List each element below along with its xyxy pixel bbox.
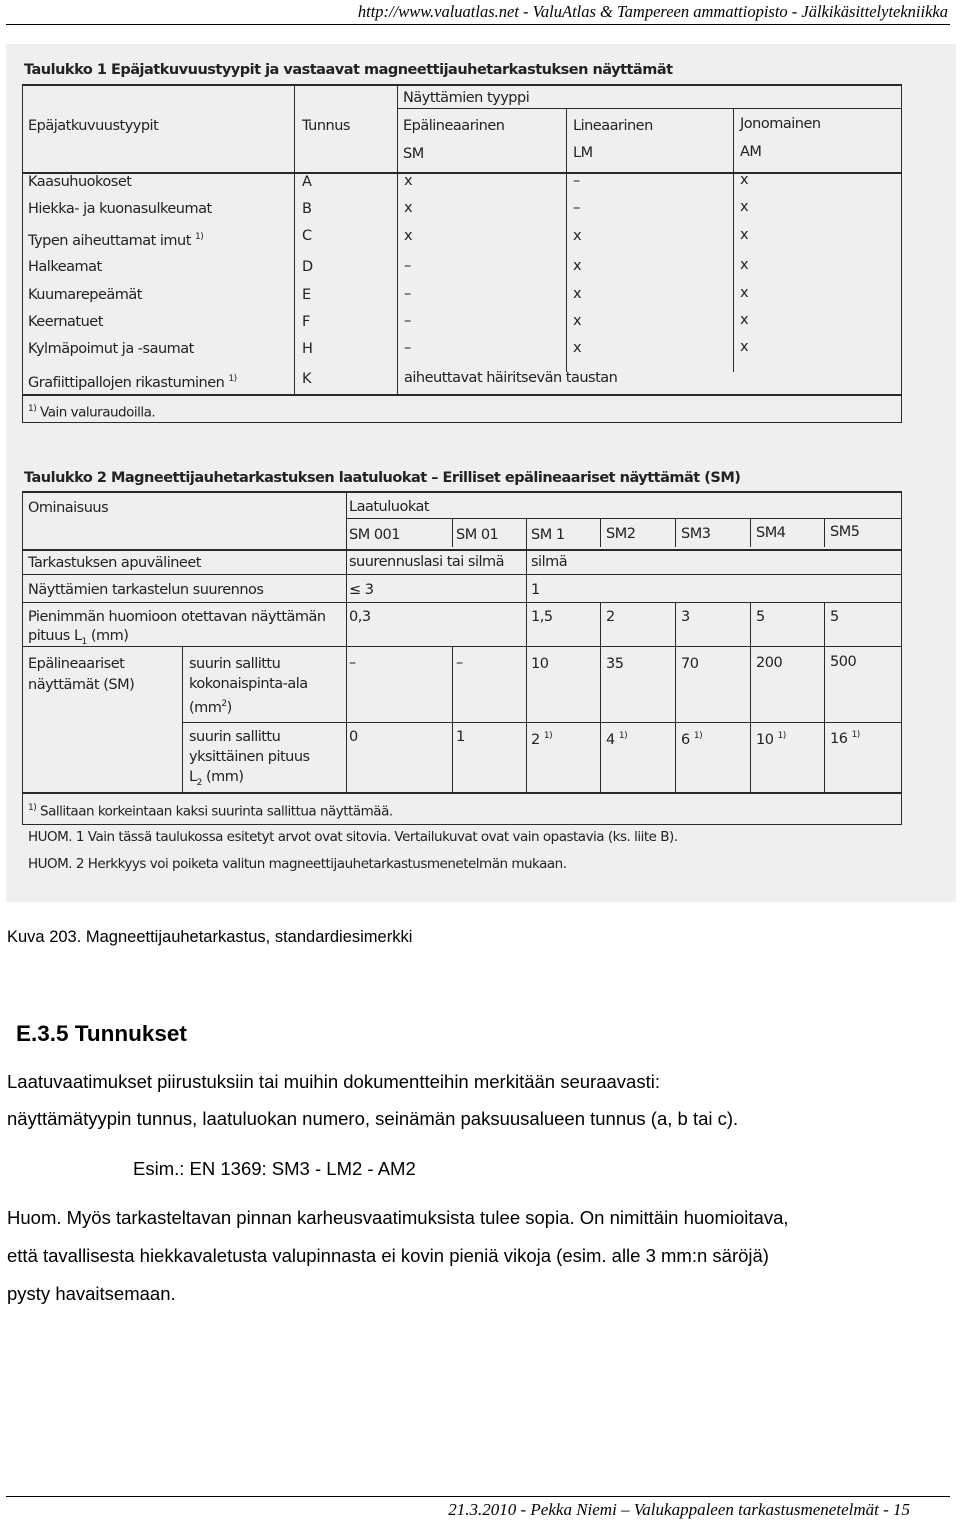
table1-last-row-text: aiheuttavat häiritsevän taustan <box>404 370 618 386</box>
header-rule <box>6 24 950 25</box>
table2-class: SM3 <box>681 526 711 542</box>
table2-rule <box>750 603 751 793</box>
table1-last-row-sup: 1) <box>228 374 237 384</box>
table1-row-lm: x <box>573 286 582 302</box>
table2-col-prop: Ominaisuus <box>28 500 109 516</box>
table2-single-value-text: 16 <box>830 730 848 747</box>
table1-row-label-text: Typen aiheuttamat imut <box>28 232 191 249</box>
table1-row-code: F <box>302 314 310 330</box>
table2-len-value: 1,5 <box>531 609 553 625</box>
table2-len-value: 5 <box>756 609 765 625</box>
table2-rule <box>22 602 902 603</box>
table2-single-value-text: 4 <box>606 731 615 748</box>
table1-abbr-am: AM <box>740 144 762 160</box>
table2-single-label-1: suurin sallittu <box>189 729 281 745</box>
table2-single-unit: (mm) <box>205 769 244 785</box>
table2-single-value <box>606 728 627 749</box>
scanned-tables-image <box>6 44 956 902</box>
table1-row-lm: – <box>573 200 580 216</box>
table2-single-value-text: 2 <box>531 731 540 748</box>
table1-row-am: x <box>740 257 749 273</box>
table1-rule <box>733 108 734 372</box>
table2-class: SM4 <box>756 525 786 541</box>
table2-len-value: 3 <box>681 609 690 625</box>
table2-rule <box>824 519 825 547</box>
table2-single-value-text: 6 <box>681 731 690 748</box>
table1-rule <box>22 84 902 86</box>
table1-row-sm: – <box>404 313 411 329</box>
figure-caption: Kuva 203. Magneettijauhetarkastus, standardiesimerkki <box>7 928 413 946</box>
table2-sm-label-2: näyttämät (SM) <box>28 677 135 693</box>
table2-rule <box>22 549 902 551</box>
table2-area-label-close: ) <box>226 699 232 716</box>
table2-single-sup: 1) <box>618 731 628 741</box>
table1-row-sm: – <box>404 286 411 302</box>
table1-row-label: Keernatuet <box>28 314 103 330</box>
table1-last-row-label <box>28 371 237 392</box>
table1-row-label <box>28 229 203 250</box>
table2-rule <box>750 519 751 547</box>
table1-group-header: Näyttämien tyyppi <box>403 90 530 106</box>
table2-rule <box>346 492 347 793</box>
table2-sm-label-1: Epälineaariset <box>28 656 125 672</box>
note-line: pysty havaitsemaan. <box>7 1283 176 1304</box>
table1-title: Taulukko 1 Epäjatkuvuustyypit ja vastaavat magneettijauhetarkastuksen näyttämät <box>24 62 673 78</box>
table2-aid-value: silmä <box>531 554 568 570</box>
table2-single-sub: 2 <box>196 777 202 788</box>
table2-single-value: 0 <box>349 729 358 745</box>
table2-rule <box>824 603 825 793</box>
table2-area-value: 35 <box>606 656 624 672</box>
table2-rule <box>452 647 453 793</box>
table2-class: SM 01 <box>456 527 499 543</box>
table2-rule <box>22 574 902 575</box>
table1-row-am: x <box>740 172 749 188</box>
table2-area-label-3 <box>189 696 232 717</box>
table1-row-am: x <box>740 199 749 215</box>
table2-single-value <box>681 728 702 749</box>
table1-last-row-code: K <box>302 371 312 387</box>
table1-row-label: Kaasuhuokoset <box>28 174 132 190</box>
table1-row-code: H <box>302 341 313 357</box>
table2-rule <box>346 518 902 519</box>
table1-rule <box>901 85 902 423</box>
table1-row-lm: x <box>573 258 582 274</box>
table2-note-1: HUOM. 1 Vain tässä taulukossa esitetyt arvot ovat sitovia. Vertailukuvat ovat vain opastavia (ks. liite B). <box>28 829 678 845</box>
table1-rule <box>398 108 902 109</box>
note-line: että tavallisesta hiekkavaletusta valupinnasta ei kovin pieniä vikoja (esim. alle 3 mm:n säröjä) <box>7 1245 769 1266</box>
table2-single-sup: 1) <box>693 731 703 741</box>
table2-single-value: 1 <box>456 729 465 745</box>
table2-area-label-1: suurin sallittu <box>189 656 281 672</box>
table2-len-value: 0,3 <box>349 609 371 625</box>
section-title: E.3.5 Tunnukset <box>16 1021 187 1046</box>
table1-row-code: B <box>302 201 312 217</box>
page-footer: 21.3.2010 - Pekka Niemi – Valukappaleen tarkastusmenetelmät - 15 <box>448 1500 910 1519</box>
table2-rule <box>22 792 902 794</box>
table2-note-2: HUOM. 2 Herkkyys voi poiketa valitun magneettijauhetarkastusmenetelmän mukaan. <box>28 856 567 872</box>
table2-single-sup: 1) <box>851 730 860 740</box>
table2-single-label-2: yksittäinen pituus <box>189 749 310 765</box>
table2-rule <box>182 722 902 723</box>
table1-abbr-sm: SM <box>403 146 424 162</box>
table1-row-code: D <box>302 259 313 275</box>
table1-row-sm: – <box>404 340 411 356</box>
table2-mag-value: 1 <box>531 582 540 598</box>
table1-footnote <box>28 401 155 422</box>
table1-col-sm: Epälineaarinen <box>403 118 505 134</box>
table1-row-label: Halkeamat <box>28 259 102 275</box>
table1-row-sm: – <box>404 258 411 274</box>
table2-rule <box>22 646 902 647</box>
table2-area-value: 70 <box>681 656 699 672</box>
table2-area-value: 200 <box>756 655 783 671</box>
table2-footnote <box>28 800 393 821</box>
table1-rule <box>566 108 567 372</box>
table1-rule <box>294 85 295 395</box>
table1-row-am: x <box>740 227 749 243</box>
table2-len-value: 5 <box>830 609 839 625</box>
table2-col-group: Laatuluokat <box>349 499 430 515</box>
table1-row-lm: x <box>573 313 582 329</box>
table2-rule <box>452 519 453 547</box>
table2-rule <box>675 519 676 547</box>
table1-col-am: Jonomainen <box>740 116 821 132</box>
table1-row-sm: x <box>404 228 413 244</box>
table2-footnote-mark: 1) <box>28 803 37 813</box>
table2-single-label-text: L <box>189 769 197 785</box>
table2-area-value: – <box>456 655 463 671</box>
table1-rule <box>22 422 902 423</box>
table2-len-label-2 <box>28 628 128 651</box>
table2-rule <box>901 492 902 824</box>
table1-row-code: A <box>302 174 312 190</box>
table1-row-am: x <box>740 339 749 355</box>
table2-single-sup: 1) <box>777 731 786 741</box>
table2-rule <box>526 519 527 793</box>
note-line: Huom. Myös tarkasteltavan pinnan karheusvaatimuksista tulee sopia. On nimittäin huomioitava, <box>7 1207 789 1228</box>
table1-row-sm: x <box>404 200 413 216</box>
table1-row-label: Hiekka- ja kuonasulkeumat <box>28 201 212 217</box>
table1-row-lm: x <box>573 340 582 356</box>
table2-rule <box>182 647 183 793</box>
table1-row-lm: – <box>573 173 580 189</box>
table1-row-am: x <box>740 312 749 328</box>
table2-class: SM5 <box>830 524 860 540</box>
table1-footnote-text: Vain valuraudoilla. <box>40 404 156 421</box>
table1-row-code: E <box>302 287 311 303</box>
table2-len-label-1: Pienimmän huomioon otettavan näyttämän <box>28 609 326 625</box>
table2-title: Taulukko 2 Magneettijauhetarkastuksen laatuluokat – Erilliset epälineaariset näyttämät (SM) <box>24 470 741 486</box>
table2-rule <box>600 519 601 547</box>
table2-area-label-text: (mm <box>189 699 222 716</box>
table2-rule <box>22 492 23 824</box>
table2-mag-value: ≤ 3 <box>349 582 374 598</box>
paragraph-line: Laatuvaatimukset piirustuksiin tai muihin dokumentteihin merkitään seuraavasti: <box>7 1071 660 1092</box>
table2-single-value <box>830 727 860 748</box>
table1-abbr-lm: LM <box>573 145 593 161</box>
example-line: Esim.: EN 1369: SM3 - LM2 - AM2 <box>133 1158 416 1179</box>
table1-row-code: C <box>302 228 312 244</box>
table2-mag-label: Näyttämien tarkastelun suurennos <box>28 582 264 598</box>
table2-class: SM 1 <box>531 527 565 543</box>
table2-single-value-text: 10 <box>756 731 774 748</box>
table2-len-sub: 1 <box>81 636 87 647</box>
table2-rule <box>675 603 676 793</box>
table2-area-value: – <box>349 655 356 671</box>
table2-aid-value: suurennuslasi tai silmä <box>349 554 505 570</box>
table2-class: SM2 <box>606 526 636 542</box>
table1-rule <box>22 172 902 174</box>
table1-col-lm: Lineaarinen <box>573 118 653 134</box>
table2-area-label-2: kokonaispinta-ala <box>189 676 308 692</box>
table1-col-code: Tunnus <box>302 118 350 134</box>
table1-row-am: x <box>740 285 749 301</box>
table2-rule <box>600 603 601 793</box>
table1-rule <box>397 85 398 395</box>
table2-class: SM 001 <box>349 527 400 543</box>
footer-rule <box>6 1496 950 1497</box>
table1-footnote-mark: 1) <box>28 404 37 414</box>
table2-single-value <box>756 728 786 749</box>
table1-last-row-text: Grafiittipallojen rikastuminen <box>28 374 225 391</box>
table2-len-unit: (mm) <box>90 628 129 644</box>
table2-area-sup: 2 <box>221 699 227 709</box>
table1-rule <box>22 85 23 423</box>
table2-rule <box>22 824 902 825</box>
table1-row-lm: x <box>573 228 582 244</box>
table2-footnote-text: Sallitaan korkeintaan kaksi suurinta sallittua näyttämää. <box>40 803 393 820</box>
table2-single-value <box>531 728 552 749</box>
table2-area-value: 10 <box>531 656 549 672</box>
table1-row-label: Kylmäpoimut ja -saumat <box>28 341 194 357</box>
table2-aid-label: Tarkastuksen apuvälineet <box>28 555 201 571</box>
table1-col-type: Epäjatkuvuustyypit <box>28 118 159 134</box>
table1-row-sm: x <box>404 173 413 189</box>
table2-len-label-text: pituus L <box>28 628 82 644</box>
table1-rule <box>22 394 902 396</box>
table2-single-sup: 1) <box>543 731 553 741</box>
table2-area-value: 500 <box>830 654 857 670</box>
page-header: http://www.valuatlas.net - ValuAtlas & Tampereen ammattiopisto - Jälkikäsittelytekniikka <box>357 2 948 21</box>
table2-single-label-3 <box>189 769 244 792</box>
table1-row-label: Kuumarepeämät <box>28 287 142 303</box>
table2-rule <box>22 491 902 493</box>
paragraph-line: näyttämätyypin tunnus, laatuluokan numero, seinämän paksuusalueen tunnus (a, b tai c). <box>7 1108 739 1129</box>
table2-len-value: 2 <box>606 609 615 625</box>
table1-row-label-sup: 1) <box>195 232 204 242</box>
